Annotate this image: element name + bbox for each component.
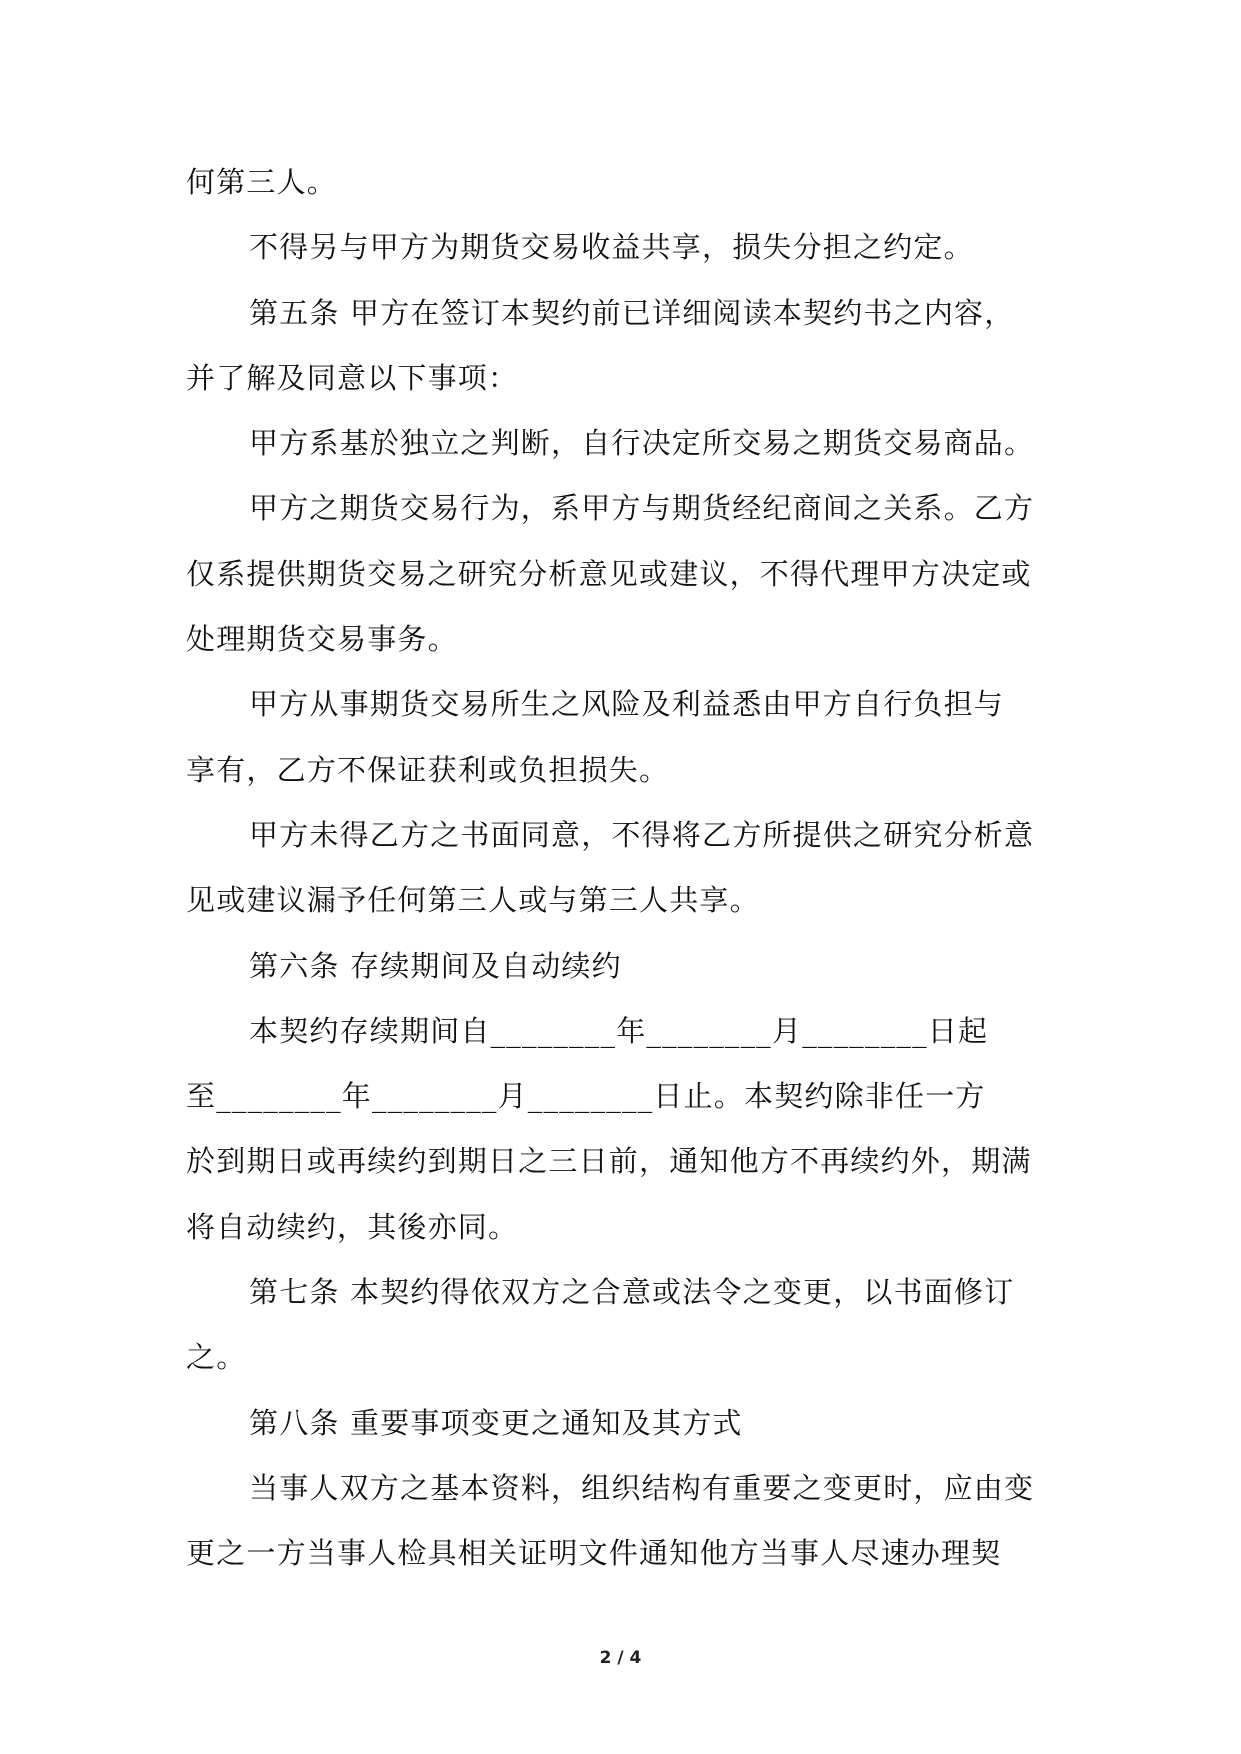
article-7-heading: 第七条 本契约得依双方之合意或法令之变更，以书面修订 [249, 1275, 1015, 1310]
text-line: 并了解及同意以下事项： [186, 360, 519, 395]
text-line: 至________年________月________日止。本契约除非任一方 [186, 1079, 986, 1114]
document-body [186, 150, 1068, 1587]
paragraph-line: 甲方之期货交易行为，系甲方与期货经纪商间之关系。乙方 [249, 491, 1035, 526]
article-8-heading: 第八条 重要事项变更之通知及其方式 [249, 1405, 743, 1440]
text-line: 见或建议漏予任何第三人或与第三人共享。 [186, 883, 760, 918]
article-5-heading: 第五条 甲方在签订本契约前已详细阅读本契约书之内容， [249, 295, 1015, 330]
page-number: 2 / 4 [599, 1648, 642, 1668]
paragraph-line: 甲方从事期货交易所生之风险及利益悉由甲方自行负担与 [249, 687, 1005, 722]
paragraph-line: 当事人双方之基本资料，组织结构有重要之变更时，应由变 [249, 1470, 1035, 1505]
text-line: 更之一方当事人检具相关证明文件通知他方当事人尽速办理契 [186, 1536, 1002, 1571]
text-line: 享有，乙方不保证获利或负担损失。 [186, 752, 670, 787]
paragraph-line: 甲方系基於独立之判断，自行决定所交易之期货交易商品。 [249, 426, 1035, 461]
article-6-heading: 第六条 存续期间及自动续约 [249, 948, 622, 983]
text-line: 之。 [186, 1340, 247, 1375]
text-line: 将自动续约，其後亦同。 [186, 1209, 519, 1244]
paragraph-line: 甲方未得乙方之书面同意，不得将乙方所提供之研究分析意 [249, 817, 1035, 852]
text-line: 於到期日或再续约到期日之三日前，通知他方不再续约外，期满 [186, 1144, 1032, 1179]
paragraph-line: 本契约存续期间自________年________月________日起 [249, 1013, 989, 1048]
text-line: 仅系提供期货交易之研究分析意见或建议，不得代理甲方决定或 [186, 556, 1032, 591]
paragraph-line: 不得另与甲方为期货交易收益共享，损失分担之约定。 [249, 230, 974, 265]
text-line: 处理期货交易事务。 [186, 622, 458, 657]
text-line: 何第三人。 [186, 165, 338, 199]
